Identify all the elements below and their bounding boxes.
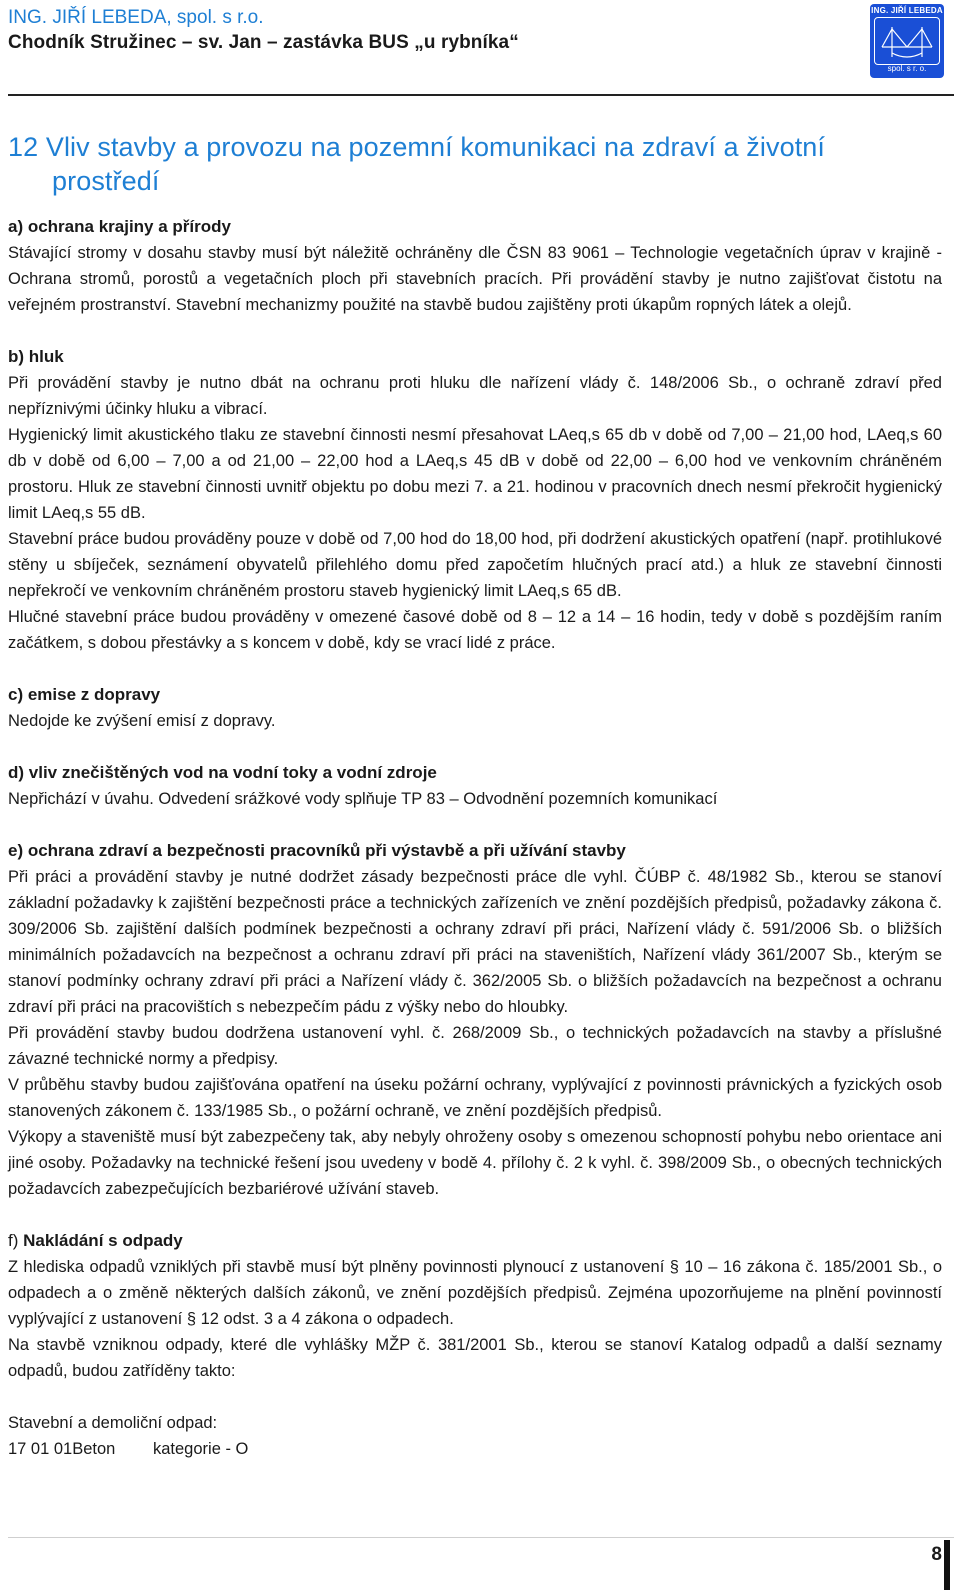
- waste-code: 17 01 01Beton: [8, 1440, 116, 1458]
- paragraph-b-4: Hlučné stavební práce budou prováděny v omezené časové době od 8 – 12 a 14 – 16 hodin, tedy v době s pozdějším raním začátkem, s dobou přestávky a s koncem v době, kdy se vrací lidé z práce.: [8, 608, 942, 652]
- waste-category: kategorie - O: [153, 1440, 249, 1458]
- paragraph-f-2: Na stavbě vzniknou odpady, které dle vyhlášky MŽP č. 381/2001 Sb., kterou se stanoví Katalog odpadů a další seznamy odpadů, budou zatříděny takto:: [8, 1336, 942, 1380]
- paragraph-e-1: Při práci a provádění stavby je nutné dodržet zásady bezpečnosti práce dle vyhl. ČÚBP č. 48/1982 Sb., kterou se stanoví základní požadavky k zajištění bezpečnosti práce a technických zařízeních ve znění pozdějších předpisů, požadavky zákona č. 309/2006 Sb. zajištění dalších podmínek bezpečnosti a ochrany zdraví při práci, Nařízení vlády č. 591/2006 Sb. o bližších minimálních požadavcích na bezpečnost a ochranu zdraví při práci na staveništích, Nařízení vlády 361/2007 Sb., kterým se stanoví podmínky ochrany zdraví při práci a Nařízení vlády č. 362/2005 Sb. o bližších požadavcích na bezpečnost a ochranu zdraví při práci na pracovištích s nebezpečím pádu z výšky nebo do hloubky.: [8, 868, 942, 1016]
- heading-b: b) hluk: [8, 347, 64, 366]
- page-number-bar: [944, 1540, 950, 1590]
- heading-f-text: Nakládání s odpady: [23, 1231, 183, 1250]
- section-title: [8, 130, 828, 198]
- header-divider: [8, 94, 954, 96]
- paragraph-e-4: Výkopy a staveniště musí být zabezpečeny tak, aby nebyly ohroženy osoby s omezenou schopností pohybu nebo orientace ani jiné osoby. Požadavky na technické řešení jsou uvedeny v bodě 4. přílohy č. 2 k vyhl. č. 398/2009 Sb., o obecných technických požadavcích zabezpečujících bezbariérové užívání staveb.: [8, 1128, 942, 1198]
- company-name: ING. JIŘÍ LEBEDA, spol. s r.o.: [8, 7, 264, 28]
- heading-f: [8, 1228, 942, 1254]
- page-header: [8, 6, 858, 56]
- heading-d: d) vliv znečištěných vod na vodní toky a vodní zdroje: [8, 763, 437, 782]
- bridge-icon: [874, 17, 940, 65]
- page-number: 8: [931, 1544, 942, 1565]
- project-name: Chodník Stružinec – sv. Jan – zastávka BUS „u rybníka“: [8, 32, 519, 53]
- logo-bottom-text: spol. s r. o.: [887, 64, 927, 73]
- paragraph-e-2: Při provádění stavby budou dodržena ustanovení vyhl. č. 268/2009 Sb., o technických požadavcích na stavby a příslušné závazné technické normy a předpisy.: [8, 1024, 942, 1068]
- paragraph-e-3: V průběhu stavby budou zajišťována opatření na úseku požární ochrany, vyplývající z povinnosti právnických a fyzických osob stanovených zákonem č. 133/1985 Sb., o požární ochraně, ve znění pozdějších předpisů.: [8, 1076, 942, 1120]
- heading-a: a) ochrana krajiny a přírody: [8, 217, 231, 236]
- paragraph-b-1: Při provádění stavby je nutno dbát na ochranu proti hluku dle nařízení vlády č. 148/2006 Sb., o ochraně zdraví před nepříznivými účinky hluku a vibrací.: [8, 374, 942, 418]
- footer-divider: [8, 1537, 954, 1538]
- paragraph-a-1: Stávající stromy v dosahu stavby musí být náležitě ochráněny dle ČSN 83 9061 – Technologie vegetačních úprav v krajině - Ochrana stromů, porostů a vegetačních ploch při stavebních pracích. Při provádění stavby je nutno zajišťovat čistotu na veřejném prostranství. Stavební mechanizmy použité na stavbě budou zajištěny proti úkapům ropných látek a olejů.: [8, 244, 942, 314]
- paragraph-c-1: Nedojde ke zvýšení emisí z dopravy.: [8, 712, 276, 730]
- heading-c: c) emise z dopravy: [8, 685, 161, 704]
- paragraph-b-2: Hygienický limit akustického tlaku ze stavební činnosti nesmí přesahovat LAeq,s 65 db v době od 7,00 – 21,00 hod, LAeq,s 60 db v době od 6,00 – 7,00 a od 21,00 – 22,00 hod a LAeq,s 45 dB v době od 22,00 – 6,00 hod ve venkovním chráněném prostoru. Hluk ze stavební činnosti uvnitř objektu po dobu mezi 7. a 21. hodinou v pracovních dnech nesmí překročit hygienický limit LAeq,s 55 dB.: [8, 426, 942, 522]
- paragraph-d-1: Nepřichází v úvahu. Odvedení srážkové vody splňuje TP 83 – Odvodnění pozemních komunikací: [8, 790, 718, 808]
- waste-row: [8, 1436, 942, 1462]
- section-title-line-1: 12 Vliv stavby a provozu na pozemní komunikaci na zdraví a životní: [8, 132, 826, 162]
- section-title-line-2: prostředí: [52, 166, 160, 196]
- logo-top-text: ING. JIŘÍ LEBEDA: [871, 6, 943, 15]
- heading-e: e) ochrana zdraví a bezpečnosti pracovníků při výstavbě a při užívání stavby: [8, 841, 626, 860]
- company-logo: [870, 4, 944, 78]
- waste-label: Stavební a demoliční odpad:: [8, 1414, 218, 1432]
- paragraph-f-1: Z hlediska odpadů vzniklých při stavbě musí být plněny povinnosti plynoucí z ustanovení § 10 – 16 zákona č. 185/2001 Sb., o odpadech a o změně některých dalších zákonů, ve znění pozdějších předpisů. Zejména upozorňujeme na plnění povinností vyplývající z ustanovení § 12 odst. 3 a 4 zákona o odpadech.: [8, 1258, 942, 1328]
- paragraph-b-3: Stavební práce budou prováděny pouze v době od 7,00 hod do 18,00 hod, při dodržení akustických opatření (např. protihlukové stěny u sbíječek, seznámení obyvatelů přilehlého domu před započetím hlučných prací atd.) a hluk ze stavební činnosti nepřekročí ve venkovním chráněném prostoru staveb hygienický limit LAeq,s 65 dB.: [8, 530, 942, 600]
- document-body: [8, 214, 942, 1462]
- heading-f-prefix: f): [8, 1231, 24, 1250]
